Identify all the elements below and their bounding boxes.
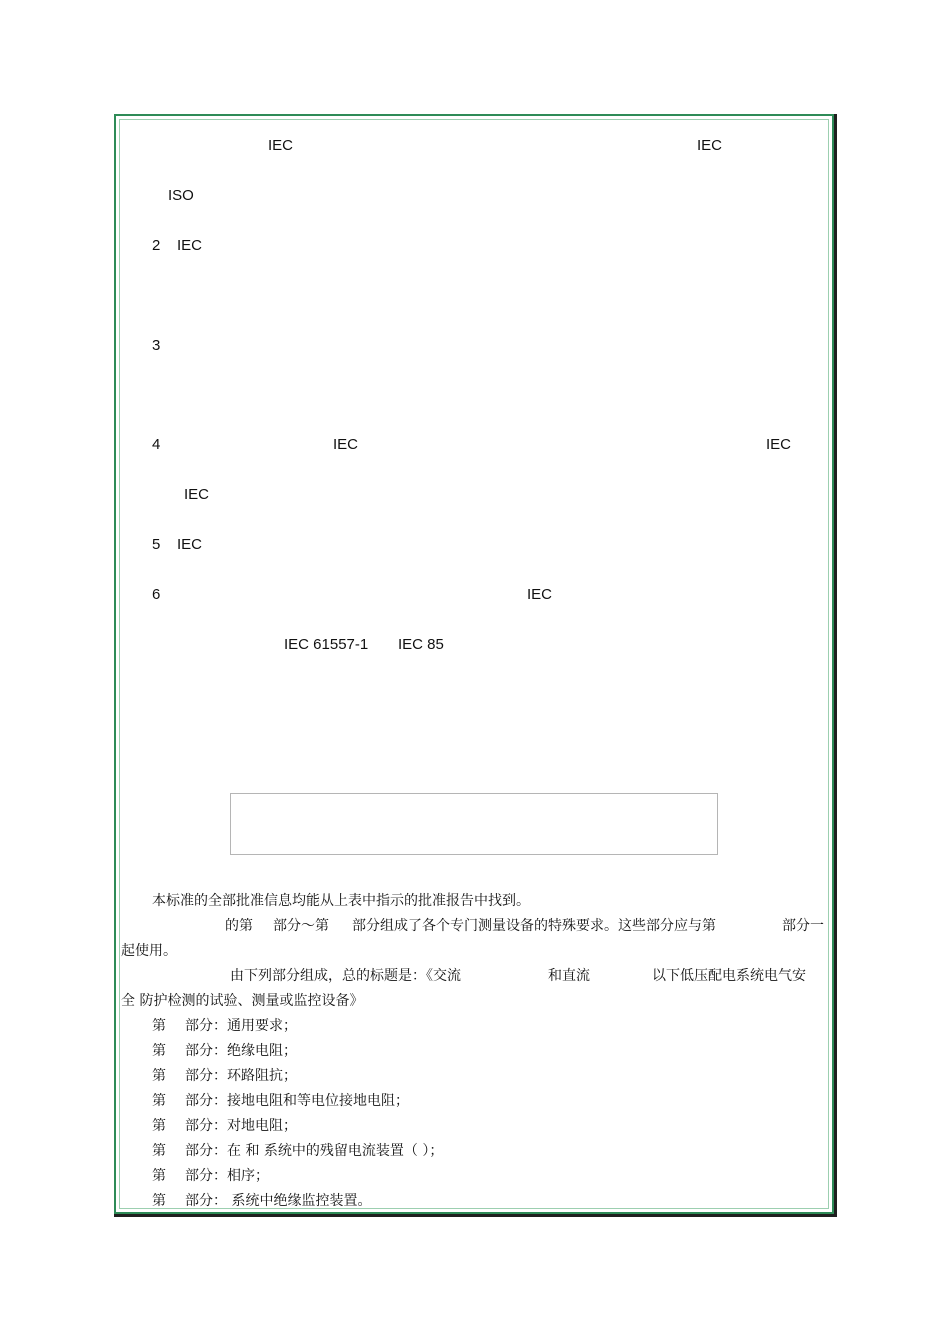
- list-item-prefix: 第: [152, 1193, 166, 1209]
- list-item: 部分：相序；: [185, 1168, 269, 1184]
- list-item-prefix: 第: [152, 1143, 166, 1159]
- list-item-prefix: 第: [152, 1168, 166, 1184]
- parts-intro-text: 部分一: [782, 918, 824, 934]
- frame-shadow-right: [834, 114, 837, 1217]
- list-item-prefix: 第: [152, 1093, 166, 1109]
- list-item-prefix: 第: [152, 1043, 166, 1059]
- fragment-iec: IEC: [177, 536, 203, 553]
- list-item: 部分：通用要求；: [185, 1018, 297, 1034]
- standard-reference: IEC 85: [398, 636, 444, 653]
- approval-note: 本标准的全部批准信息均能从上表中指示的批准报告中找到。: [152, 893, 530, 909]
- fragment-iec: IEC: [268, 137, 294, 154]
- fragment-iec: IEC: [697, 137, 723, 154]
- series-title-text: 以下低压配电系统电气安: [652, 968, 806, 984]
- series-title-text: 由下列部分组成，总的标题是：《交流: [230, 968, 461, 984]
- fragment-iec: IEC: [333, 436, 359, 453]
- parts-intro-text: 部分组成了各个专门测量设备的特殊要求。这些部分应与第: [352, 918, 716, 934]
- list-item: 部分：在 和 系统中的残留电流装置（ ）；: [185, 1143, 444, 1159]
- list-item-prefix: 第: [152, 1068, 166, 1084]
- item-number: 4: [152, 436, 161, 453]
- list-item: 部分：接地电阻和等电位接地电阻；: [185, 1093, 409, 1109]
- standard-reference: IEC 61557-1: [284, 636, 369, 653]
- item-number: 6: [152, 586, 161, 603]
- list-item-prefix: 第: [152, 1118, 166, 1134]
- list-item: 部分：对地电阻；: [185, 1118, 297, 1134]
- fragment-iec: IEC: [766, 436, 792, 453]
- series-title-text: 和直流: [548, 968, 590, 984]
- list-item-prefix: 第: [152, 1018, 166, 1034]
- fragment-iec: IEC: [527, 586, 553, 603]
- list-item: 部分：绝缘电阻；: [185, 1043, 297, 1059]
- frame-shadow-bottom: [114, 1214, 837, 1217]
- fragment-iso: ISO: [168, 187, 194, 204]
- approval-table-box: [230, 793, 718, 855]
- parts-intro-text: 的第: [225, 918, 253, 934]
- fragment-iec: IEC: [184, 486, 210, 503]
- list-item: 部分： 系统中绝缘监控装置。: [185, 1193, 372, 1209]
- parts-intro-text: 起使用。: [121, 943, 177, 959]
- item-number: 2: [152, 237, 161, 254]
- fragment-iec: IEC: [177, 237, 203, 254]
- item-number: 3: [152, 337, 161, 354]
- series-title-text: 全 防护检测的试验、测量或监控设备》: [121, 993, 364, 1009]
- parts-intro-text: 部分～第: [273, 918, 329, 934]
- item-number: 5: [152, 536, 161, 553]
- list-item: 部分：环路阻抗；: [185, 1068, 297, 1084]
